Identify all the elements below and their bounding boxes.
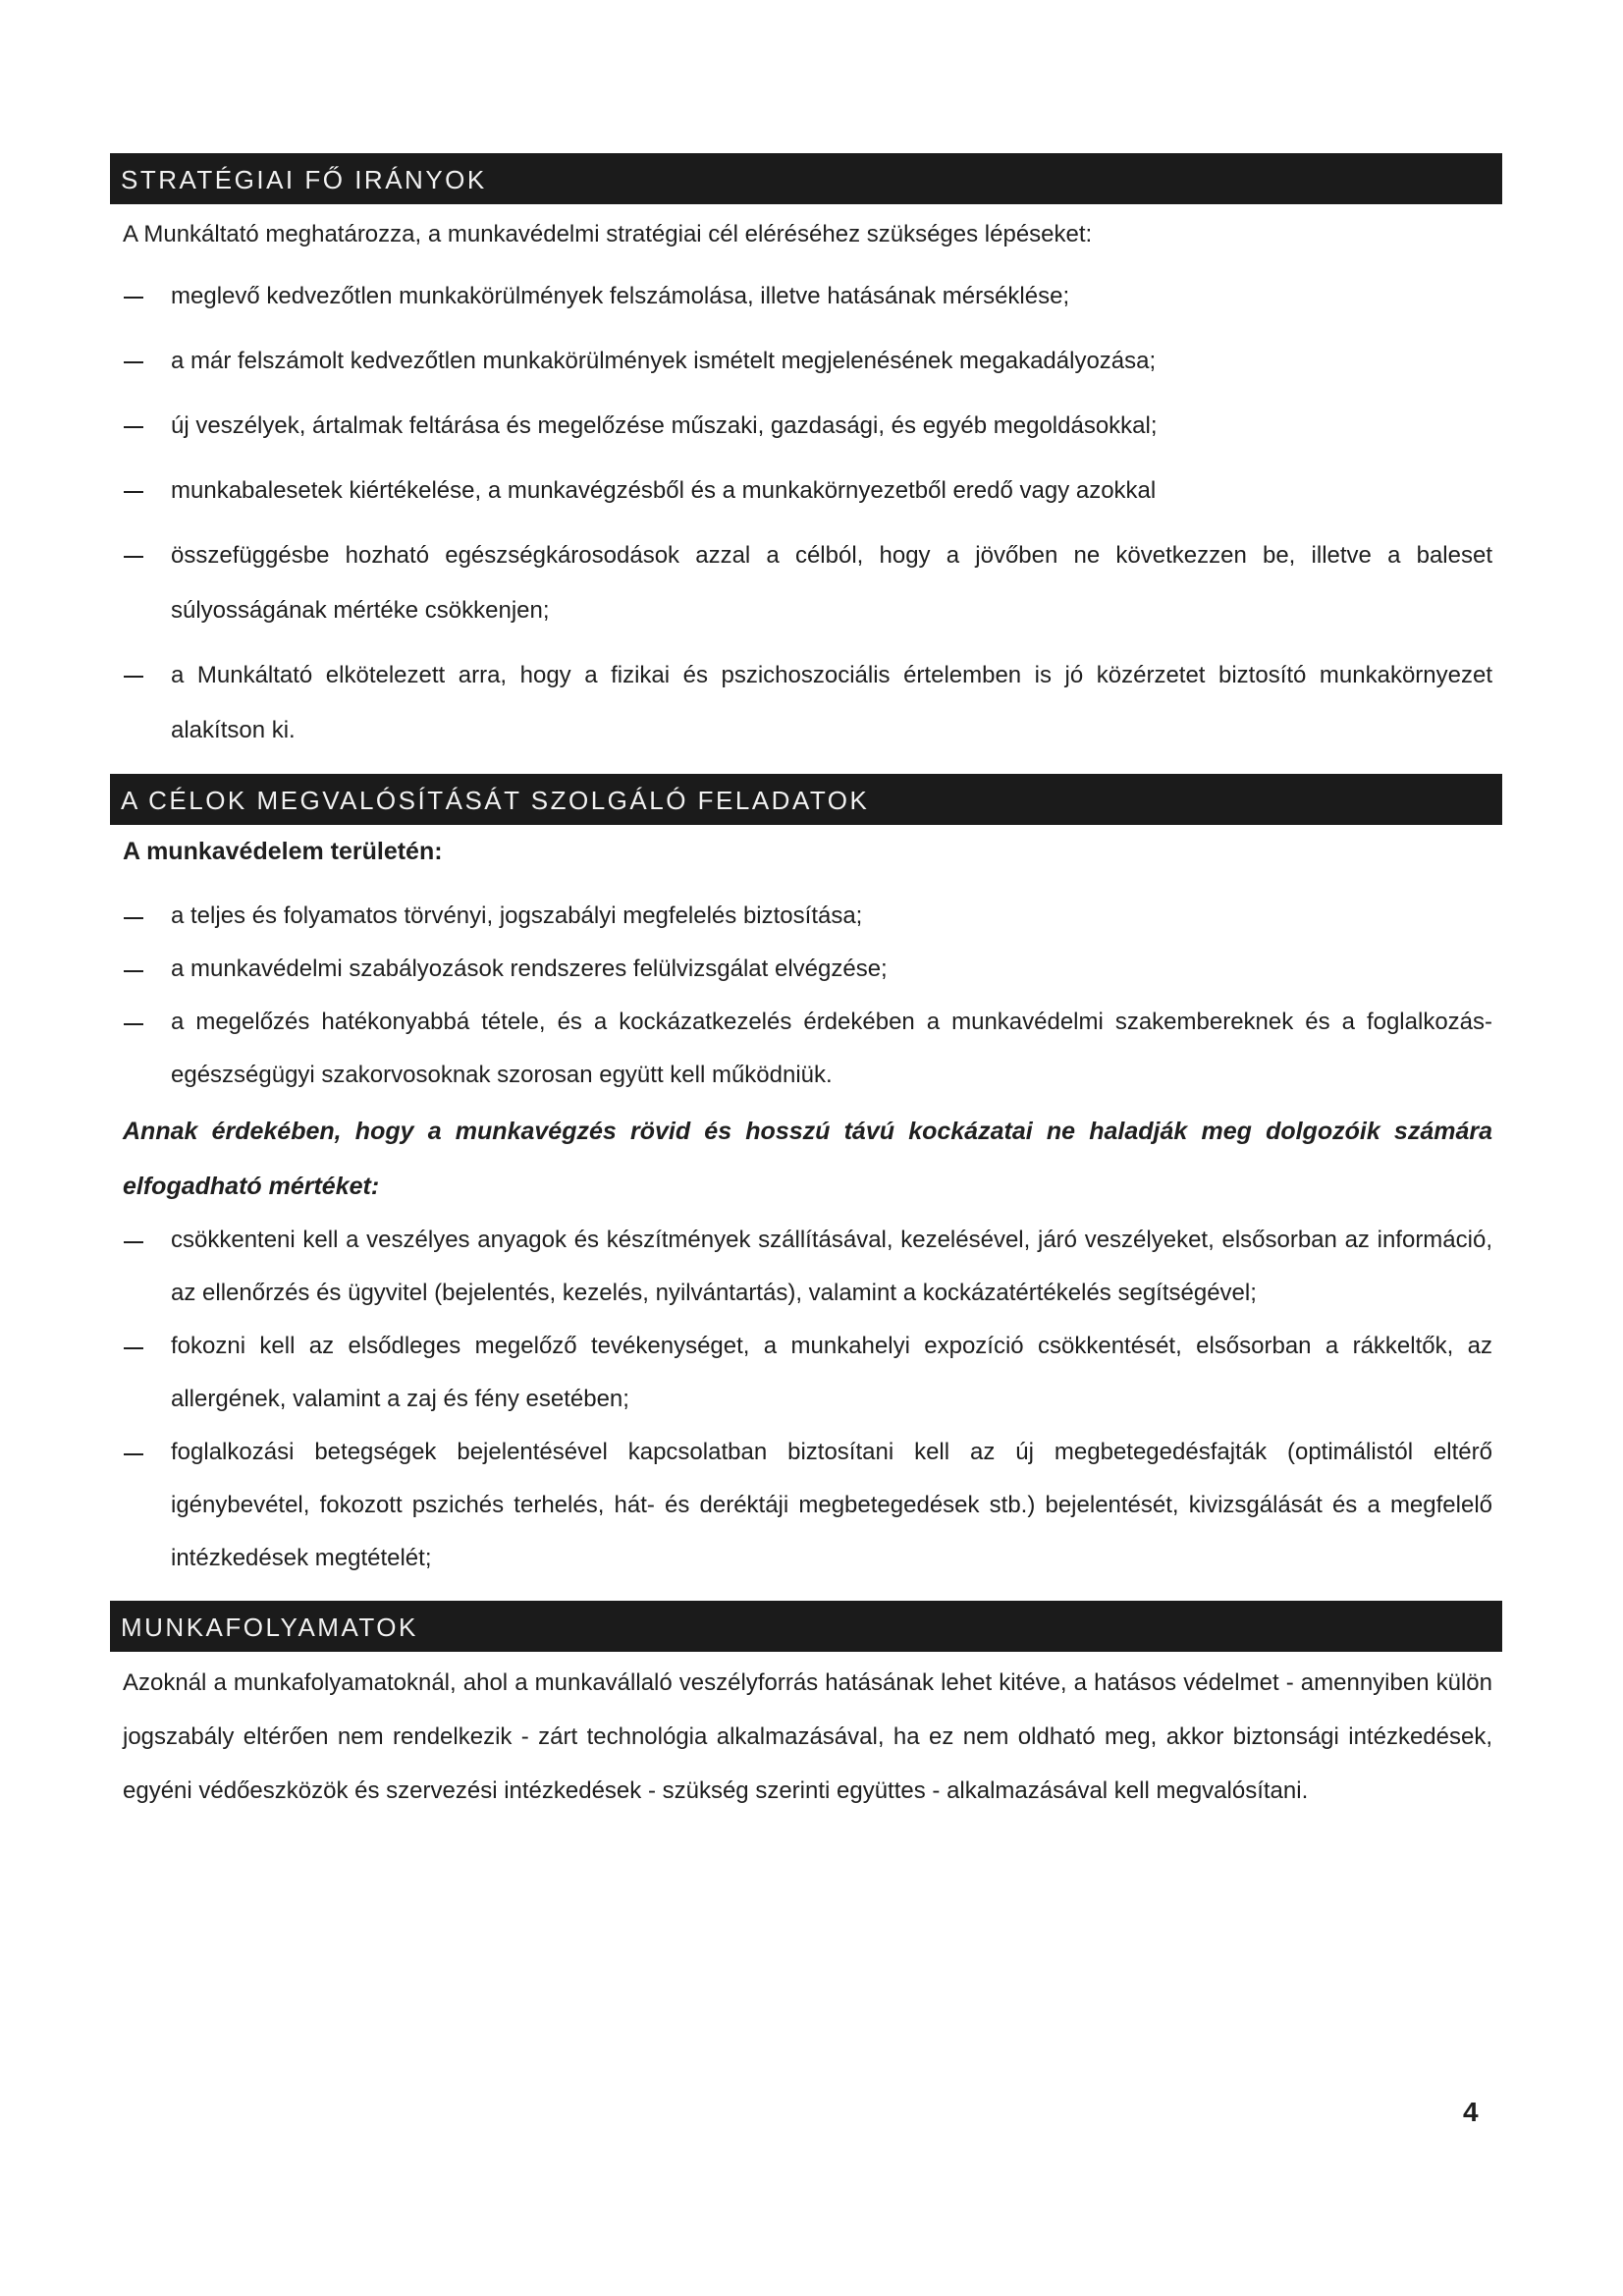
list-item: csökkenteni kell a veszélyes anyagok és készítmények szállításával, kezelésével, járó veszélyeket, elsősorban az információ, az ellenőrzés és ügyvitel (bejelentés, kezelés, nyilvántartás), valamint a kockázatértékelés segítségével;	[171, 1227, 1492, 1306]
list-item: a teljes és folyamatos törvényi, jogszabályi megfelelés biztosítása;	[171, 902, 863, 929]
list-item: foglalkozási betegségek bejelentésével kapcsolatban biztosítani kell az új megbetegedésfajták (optimálistól eltérő igénybevétel, fokozott pszichés terhelés, hát- és deréktáji megbetegedések stb.) bejelentését, kivizsgálását és a megfelelő intézkedések megtételét;	[171, 1439, 1492, 1571]
strategy-intro: A Munkáltató meghatározza, a munkavédelmi stratégiai cél eléréséhez szükséges lépéseket:	[123, 221, 1093, 247]
section-header-processes: MUNKAFOLYAMATOK	[110, 1601, 1502, 1652]
tasks-list-a	[118, 890, 1492, 1102]
tasks-italic-note: Annak érdekében, hogy a munkavégzés rövid és hosszú távú kockázatai ne haladják meg dolgozóik számára elfogadható mértéket:	[123, 1118, 1492, 1200]
list-item: összefüggésbe hozható egészségkárosodások azzal a célból, hogy a jövőben ne következzen be, illetve a baleset súlyosságának mértéke csökkenjen;	[171, 542, 1492, 624]
processes-paragraph: Azoknál a munkafolyamatoknál, ahol a munkavállaló veszélyforrás hatásának lehet kitéve, a hatásos védelmet - amennyiben külön jogszabály eltérően nem rendelkezik - zárt technológia alkalmazásával, ha ez nem oldható meg, akkor biztonsági intézkedések, egyéni védőeszközök és szervezési intézkedések - szükség szerinti együttes - alkalmazásával kell megvalósítani.	[123, 1669, 1492, 1804]
list-item: a már felszámolt kedvezőtlen munkakörülmények ismételt megjelenésének megakadályozása;	[171, 348, 1157, 374]
section-header-strategy: STRATÉGIAI FŐ IRÁNYOK	[110, 153, 1502, 204]
list-item: meglevő kedvezőtlen munkakörülmények felszámolása, illetve hatásának mérséklése;	[171, 283, 1070, 309]
section-header-tasks: A CÉLOK MEGVALÓSÍTÁSÁT SZOLGÁLÓ FELADATOK	[110, 774, 1502, 825]
list-item: a megelőzés hatékonyabbá tétele, és a kockázatkezelés érdekében a munkavédelmi szakembereknek és a foglalkozás-egészségügyi szakorvosoknak szorosan együtt kell működniük.	[171, 1009, 1492, 1088]
tasks-list-b	[118, 1214, 1492, 1585]
page-number: 4	[1463, 2097, 1479, 2127]
list-item: munkabalesetek kiértékelése, a munkavégzésből és a munkakörnyezetből eredő vagy azokkal	[171, 477, 1157, 504]
list-item: a Munkáltató elkötelezett arra, hogy a fizikai és pszichoszociális értelemben is jó közérzetet biztosító munkakörnyezet alakítson ki.	[171, 662, 1492, 743]
list-item: a munkavédelmi szabályozások rendszeres felülvizsgálat elvégzése;	[171, 956, 888, 982]
strategy-list	[118, 269, 1492, 758]
list-item: fokozni kell az elsődleges megelőző tevékenységet, a munkahelyi expozíció csökkentését, elsősorban a rákkeltők, az allergének, valamint a zaj és fény esetében;	[171, 1333, 1492, 1412]
tasks-subheading: A munkavédelem területén:	[123, 838, 443, 865]
list-item: új veszélyek, ártalmak feltárása és megelőzése műszaki, gazdasági, és egyéb megoldásokkal;	[171, 412, 1158, 439]
page-content	[118, 153, 1492, 1818]
